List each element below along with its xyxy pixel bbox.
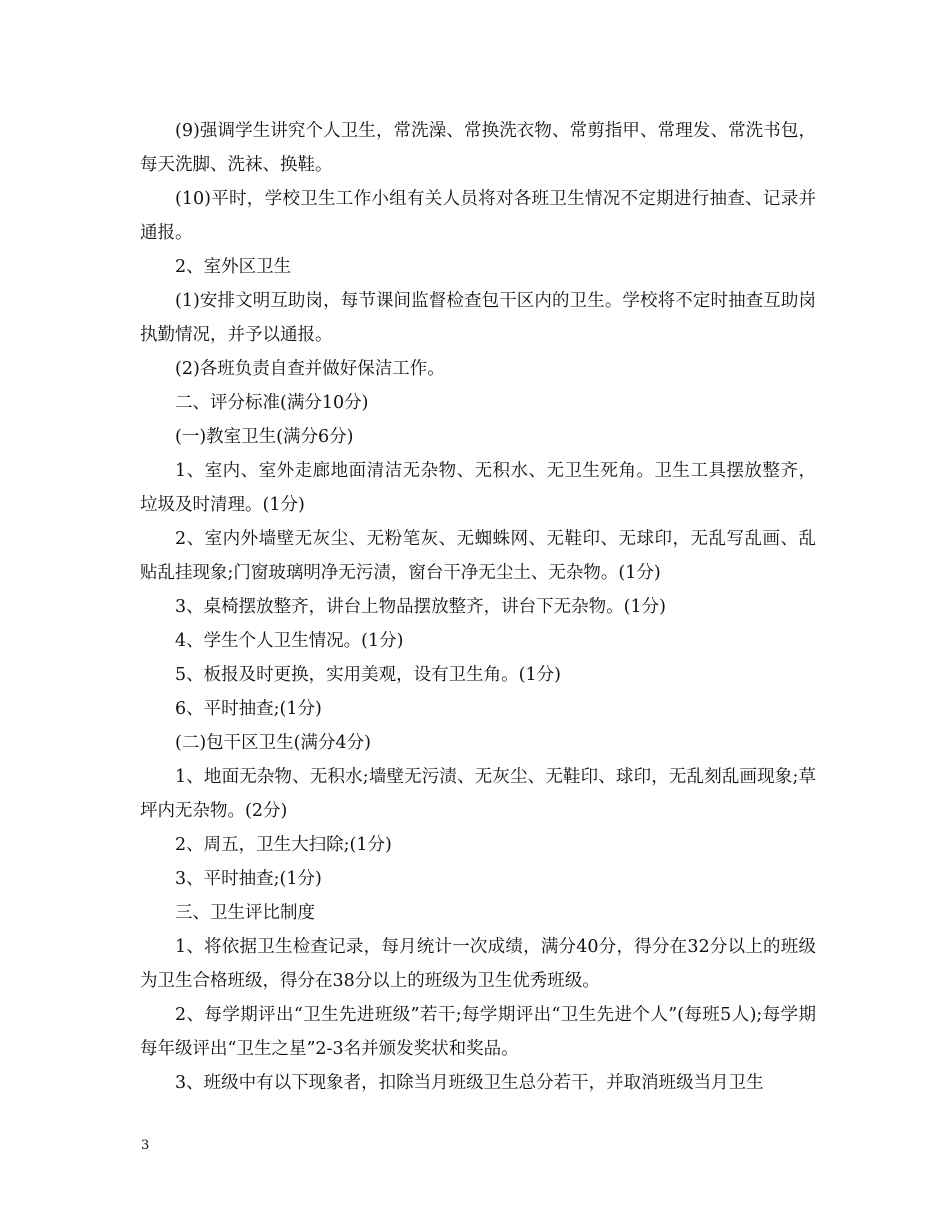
paragraph: (9)强调学生讲究个人卫生，常洗澡、常换洗衣物、常剪指甲、常理发、常洗书包，每天洗脚、洗袜、换鞋。 [140, 121, 816, 175]
paragraph: 1、地面无杂物、无积水;墙壁无污渍、无灰尘、无鞋印、球印，无乱刻乱画现象;草坪内无杂物。(2分) [140, 767, 816, 821]
paragraph: 3、班级中有以下现象者，扣除当月班级卫生总分若干，并取消班级当月卫生 [175, 1073, 764, 1093]
paragraph: 1、室内、室外走廊地面清洁无杂物、无积水、无卫生死角。卫生工具摆放整齐，垃圾及时清理。(1分) [140, 461, 816, 515]
paragraph: 2、周五，卫生大扫除;(1分) [175, 835, 392, 855]
paragraph: 3、桌椅摆放整齐，讲台上物品摆放整齐，讲台下无杂物。(1分) [175, 597, 666, 617]
section-heading: 三、卫生评比制度 [175, 903, 315, 923]
paragraph: 3、平时抽查;(1分) [175, 869, 322, 889]
paragraph: (10)平时，学校卫生工作小组有关人员将对各班卫生情况不定期进行抽查、记录并通报。 [140, 189, 816, 243]
paragraph: 2、每学期评出“卫生先进班级”若干;每学期评出“卫生先进个人”(每班5人);每学期每年级评出“卫生之星”2-3名并颁发奖状和奖品。 [140, 1005, 816, 1059]
section-heading: 2、室外区卫生 [175, 257, 292, 277]
paragraph: (1)安排文明互助岗，每节课间监督检查包干区内的卫生。学校将不定时抽查互助岗执勤情况，并予以通报。 [140, 291, 816, 345]
paragraph: 4、学生个人卫生情况。(1分) [175, 631, 404, 651]
paragraph: 5、板报及时更换，实用美观，设有卫生角。(1分) [175, 665, 561, 685]
paragraph: 2、室内外墙壁无灰尘、无粉笔灰、无蜘蛛网、无鞋印、无球印，无乱写乱画、乱贴乱挂现象;门窗玻璃明净无污渍，窗台干净无尘土、无杂物。(1分) [140, 529, 816, 583]
section-heading: 二、评分标准(满分10分) [175, 393, 369, 413]
document-body [140, 114, 816, 1100]
page-number: 3 [141, 1138, 150, 1153]
paragraph: (2)各班负责自查并做好保洁工作。 [175, 359, 445, 379]
subsection-heading: (一)教室卫生(满分6分) [175, 427, 354, 447]
subsection-heading: (二)包干区卫生(满分4分) [175, 733, 371, 753]
paragraph: 6、平时抽查;(1分) [175, 699, 322, 719]
paragraph: 1、将依据卫生检查记录，每月统计一次成绩，满分40分，得分在32分以上的班级为卫生合格班级，得分在38分以上的班级为卫生优秀班级。 [140, 937, 816, 991]
